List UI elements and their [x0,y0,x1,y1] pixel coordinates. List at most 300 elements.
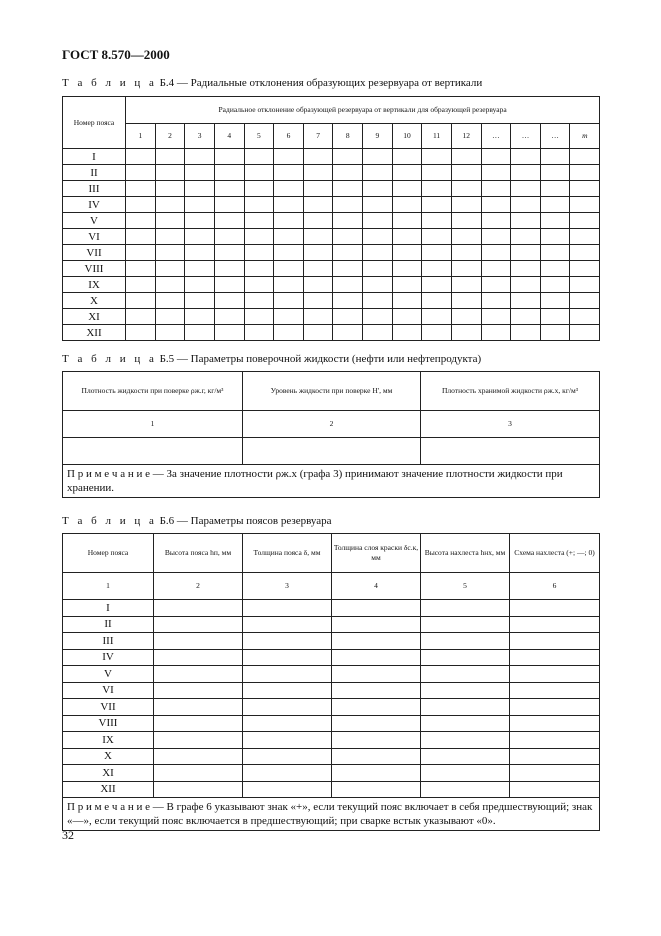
table-b4-cell [126,309,156,325]
table-b4-cell [333,245,363,261]
table-b6-note: П р и м е ч а н и е — В графе 6 указывают знак «+», если текущий пояс включает в себя предшествующий; знак «—», если текущий пояс включается в предшествующий; при сварке встык указывают «0». [63,798,600,831]
table-b4-cell [185,261,215,277]
table-b6-row [63,715,600,732]
table-b6-cell [243,765,332,782]
table-b4-cell [155,245,185,261]
table-b4-cell [422,309,452,325]
table-b6-row [63,699,600,716]
table-b6-cell [332,633,421,650]
table-b4-row-label: XII [63,325,126,341]
table-b4-cell [155,293,185,309]
table-b6-row-label: II [63,616,154,633]
table-b6-row [63,633,600,650]
table-b6-cell [421,781,510,798]
table-b4-cell [422,165,452,181]
table-b6-row [63,666,600,683]
table-b6-row-label: XII [63,781,154,798]
table-b5-number-cell: 1 [63,411,243,438]
table-b6-cell [243,616,332,633]
table-b4-cell [481,325,511,341]
table-b4-cell [392,245,422,261]
table-b4-cell [303,293,333,309]
table-b6-row [63,765,600,782]
table-b4-cell [511,149,541,165]
table-b6-row-label: VIII [63,715,154,732]
table-b4 [62,96,600,341]
table-b4-cell [570,229,600,245]
table-b6-cell [154,682,243,699]
table-b4-cell [333,229,363,245]
table-b4-cell [363,325,393,341]
table-b4-body [63,149,600,341]
table-b4-cell [422,277,452,293]
table-b6-cell [510,633,600,650]
table-b6-row-label: VII [63,699,154,716]
table-b6-row-label: IV [63,649,154,666]
table-b6-cell [243,682,332,699]
table-b4-cell [185,213,215,229]
table-b4-cell [303,325,333,341]
table-b4-cell [363,229,393,245]
table-b6-row-label: I [63,600,154,617]
table-b6-caption-text: Б.6 — Параметры поясов резервуара [156,515,332,527]
table-b5-number-cell: 2 [243,411,421,438]
table-b4-row-label: VIII [63,261,126,277]
table-b6-number-cell: 3 [243,573,332,600]
table-b4-cell [540,277,570,293]
table-b6-cell [154,666,243,683]
table-b4-cell [511,309,541,325]
table-b4-cell [363,309,393,325]
table-b4-cell [333,165,363,181]
table-b4-cell [540,293,570,309]
table-b4-cell [126,293,156,309]
table-b6-cell [510,682,600,699]
table-b4-cell [244,149,274,165]
table-b4-cell [244,277,274,293]
table-b4-row [63,149,600,165]
table-b6-cell [421,765,510,782]
page-number: 32 [62,828,74,842]
table-b4-cell [451,213,481,229]
table-b4-cell [392,197,422,213]
table-b6-header-cell: Толщина пояса δ, мм [243,534,332,573]
table-b4-cell [540,229,570,245]
table-b4-cell [155,197,185,213]
table-b4-cell [481,165,511,181]
table-b4-cell [274,181,304,197]
table-b4-cell [481,309,511,325]
table-b6-cell [243,666,332,683]
table-b4-column-number: m [570,124,600,149]
table-b4-row-label: III [63,181,126,197]
table-b4-row [63,245,600,261]
table-b6-cell [332,765,421,782]
table-b4-cell [214,325,244,341]
table-b4-cell [570,325,600,341]
table-b4-cell [185,197,215,213]
table-b4-cell [214,261,244,277]
table-b4-cell [274,325,304,341]
table-b6-cell [332,732,421,749]
table-b6-number-cell: 5 [421,573,510,600]
table-b4-row-label: IX [63,277,126,293]
table-b4-cell [155,261,185,277]
table-b4-cell [363,293,393,309]
table-b4-cell [333,197,363,213]
table-b4-cell [481,261,511,277]
table-b4-cell [481,293,511,309]
table-b4-cell [363,277,393,293]
table-b4-cell [274,197,304,213]
table-b4-cell [155,181,185,197]
table-b5-note-row [63,465,600,498]
table-b6-cell [510,616,600,633]
table-b4-row [63,277,600,293]
table-b4-cell [422,261,452,277]
table-b6-note-row [63,798,600,831]
table-b4-column-number: 9 [363,124,393,149]
table-b6-cell [154,649,243,666]
table-b4-cell [540,165,570,181]
table-b6-cell [421,616,510,633]
table-b4-cell [481,197,511,213]
table-b4-cell [363,197,393,213]
table-b4-cell [214,277,244,293]
table-b4-cell [392,165,422,181]
table-b4-column-number: 6 [274,124,304,149]
table-b4-cell [244,309,274,325]
table-b6-row [63,649,600,666]
table-b4-cell [333,293,363,309]
table-b4-row-label: X [63,293,126,309]
table-b4-cell [540,197,570,213]
table-b6-header-cell: Высота нахлеста hнх, мм [421,534,510,573]
table-b4-cell [451,293,481,309]
table-b6-cell [421,682,510,699]
table-b4-cell [155,325,185,341]
table-b4-cell [333,309,363,325]
table-b6-cell [332,600,421,617]
table-b5-density-storage-header: Плотность хранимой жидкости ρж.х, кг/м³ [421,372,600,411]
table-b4-cell [363,165,393,181]
table-b4-cell [185,277,215,293]
table-b6-cell [332,666,421,683]
table-b4-cell [392,181,422,197]
table-b4-cell [214,197,244,213]
table-b6-row [63,732,600,749]
table-b6-cell [332,682,421,699]
table-b4-caption-prefix: Т а б л и ц а [62,77,157,89]
table-b4-cell [333,325,363,341]
table-b4-column-number: … [481,124,511,149]
table-b4-cell [126,213,156,229]
table-b4-cell [422,229,452,245]
table-b4-cell [244,213,274,229]
table-b4-cell [392,261,422,277]
table-b4-row-label: XI [63,309,126,325]
table-b6-header-cell: Толщина слоя краски δс.к, мм [332,534,421,573]
table-b4-cell [185,293,215,309]
table-b6-cell [154,600,243,617]
table-b4-cell [511,277,541,293]
table-b4-cell [451,261,481,277]
table-b4-cell [363,213,393,229]
table-b4-cell [185,229,215,245]
table-b4-cell [303,245,333,261]
table-b6-cell [421,633,510,650]
table-b4-cell [126,181,156,197]
table-b6-cell [243,633,332,650]
table-b4-cell [422,197,452,213]
table-b4-cell [303,277,333,293]
table-b4-cell [274,165,304,181]
table-b4-cell [274,309,304,325]
table-b4-cell [570,197,600,213]
table-b4-cell [422,245,452,261]
table-b6-body [63,600,600,798]
table-b4-header-row [63,97,600,124]
table-b5-caption-text: Б.5 — Параметры поверочной жидкости (нефти или нефтепродукта) [156,353,482,365]
table-b4-cell [244,261,274,277]
table-b4-caption [62,77,482,89]
table-b4-cell [126,149,156,165]
table-b4-cell [570,245,600,261]
table-b4-cell [214,213,244,229]
table-b5-cell [63,438,243,465]
table-b4-cell [570,293,600,309]
table-b6 [62,533,600,831]
table-b4-cell [126,261,156,277]
table-b4-cell [392,277,422,293]
table-b5-number-cell: 3 [421,411,600,438]
table-b4-cell [511,181,541,197]
table-b4-cell [363,261,393,277]
table-b4-cell [214,181,244,197]
table-b4-cell [570,149,600,165]
table-b4-cell [451,229,481,245]
table-b4-column-number: 4 [214,124,244,149]
table-b4-cell [126,229,156,245]
table-b4-cell [155,149,185,165]
table-b4-cell [333,261,363,277]
table-b4-cell [363,149,393,165]
table-b4-cell [363,245,393,261]
table-b4-cell [511,245,541,261]
table-b4-cell [540,181,570,197]
table-b6-cell [510,732,600,749]
table-b4-cell [392,213,422,229]
table-b4-cell [244,197,274,213]
table-b4-cell [274,261,304,277]
table-b6-cell [421,649,510,666]
table-b6-cell [510,715,600,732]
table-b4-cell [511,213,541,229]
table-b5-density-test-header: Плотность жидкости при поверке ρж.г, кг/м³ [63,372,243,411]
table-b4-cell [451,165,481,181]
table-b4-column-number: 2 [155,124,185,149]
table-b6-cell [243,748,332,765]
table-b6-cell [332,781,421,798]
table-b4-cell [451,197,481,213]
table-b4-cell [274,245,304,261]
table-b4-cell [363,181,393,197]
table-b4-cell [185,309,215,325]
table-b4-column-numbers [63,124,600,149]
table-b5 [62,371,600,498]
table-b6-cell [510,781,600,798]
table-b4-cell [540,309,570,325]
table-b4-cell [126,277,156,293]
table-b4-cell [126,325,156,341]
table-b6-row [63,781,600,798]
table-b4-cell [214,293,244,309]
table-b6-number-cell: 2 [154,573,243,600]
table-b4-cell [392,309,422,325]
table-b6-cell [510,600,600,617]
table-b4-row-label: IV [63,197,126,213]
table-b6-cell [421,732,510,749]
table-b6-row-label: IX [63,732,154,749]
table-b4-cell [570,309,600,325]
table-b6-cell [154,633,243,650]
table-b4-row [63,229,600,245]
table-b4-cell [303,165,333,181]
table-b4-cell [481,213,511,229]
table-b5-level-header: Уровень жидкости при поверке H', мм [243,372,421,411]
table-b5-number-row [63,411,600,438]
table-b4-cell [540,245,570,261]
table-b4-cell [303,197,333,213]
table-b6-cell [332,649,421,666]
table-b4-cell [481,277,511,293]
table-b4-cell [214,149,244,165]
table-b4-cell [570,213,600,229]
table-b4-cell [333,277,363,293]
table-b4-cell [274,149,304,165]
table-b4-row-label: II [63,165,126,181]
table-b4-cell [422,325,452,341]
table-b4-cell [155,165,185,181]
table-b4-cell [126,197,156,213]
table-b4-row [63,165,600,181]
table-b4-cell [274,229,304,245]
table-b6-cell [421,715,510,732]
table-b4-cell [481,245,511,261]
table-b4-cell [570,165,600,181]
table-b4-cell [422,149,452,165]
table-b4-cell [333,181,363,197]
table-b4-cell [126,245,156,261]
table-b6-header-cell: Схема нахлеста (+; —; 0) [510,534,600,573]
table-b4-cell [185,325,215,341]
table-b4-cell [274,277,304,293]
table-b6-row-label: III [63,633,154,650]
table-b4-cell [451,245,481,261]
table-b4-cell [244,181,274,197]
table-b4-row [63,325,600,341]
table-b6-row [63,600,600,617]
table-b4-cell [451,309,481,325]
table-b6-cell [510,765,600,782]
table-b4-cell [244,165,274,181]
table-b6-cell [243,600,332,617]
table-b4-cell [155,213,185,229]
table-b4-cell [570,181,600,197]
table-b4-cell [214,229,244,245]
table-b4-row-label: VII [63,245,126,261]
table-b6-caption-prefix: Т а б л и ц а [62,515,157,527]
table-b6-cell [154,616,243,633]
table-b6-cell [421,666,510,683]
table-b5-cell [421,438,600,465]
table-b4-cell [155,229,185,245]
table-b6-row [63,748,600,765]
table-b4-row [63,309,600,325]
table-b6-number-row [63,573,600,600]
table-b6-cell [243,732,332,749]
table-b4-cell [303,229,333,245]
table-b5-note: П р и м е ч а н и е — За значение плотности ρж.х (графа 3) принимают значение плотности жидкости при хранении. [63,465,600,498]
table-b4-column-number: 12 [451,124,481,149]
table-b4-cell [214,245,244,261]
table-b6-row-label: VI [63,682,154,699]
table-b6-row [63,682,600,699]
table-b6-cell [154,781,243,798]
table-b4-row-label: I [63,149,126,165]
table-b5-cell [243,438,421,465]
table-b4-cell [303,181,333,197]
table-b4-column-number: 5 [244,124,274,149]
table-b4-cell [511,325,541,341]
table-b4-cell [481,149,511,165]
table-b6-cell [332,748,421,765]
table-b4-row [63,181,600,197]
table-b4-cell [333,213,363,229]
table-b4-cell [392,293,422,309]
table-b4-cell [422,293,452,309]
table-b4-cell [185,165,215,181]
table-b4-caption-text: Б.4 — Радиальные отклонения образующих резервуара от вертикали [156,77,483,89]
table-b4-cell [392,149,422,165]
table-b4-cell [540,213,570,229]
table-b4-cell [185,245,215,261]
table-b4-cell [274,213,304,229]
table-b6-cell [332,616,421,633]
table-b6-row-label: XI [63,765,154,782]
table-b4-cell [511,197,541,213]
table-b4-row-label: VI [63,229,126,245]
table-b4-cell [570,277,600,293]
table-b6-cell [421,699,510,716]
table-b6-cell [154,715,243,732]
table-b4-row [63,293,600,309]
table-b6-cell [243,715,332,732]
document-code: ГОСТ 8.570—2000 [62,47,170,62]
table-b4-cell [214,309,244,325]
table-b4-row [63,197,600,213]
table-b4-cell [303,149,333,165]
table-b6-cell [510,666,600,683]
table-b4-group-header: Радиальное отклонение образующей резервуара от вертикали для образующей резервуара [126,97,600,124]
table-b6-cell [154,748,243,765]
table-b4-cell [185,181,215,197]
table-b4-cell [244,245,274,261]
table-b4-cell [451,149,481,165]
table-b4-cell [155,309,185,325]
table-b4-cell [244,293,274,309]
table-b4-cell [392,229,422,245]
